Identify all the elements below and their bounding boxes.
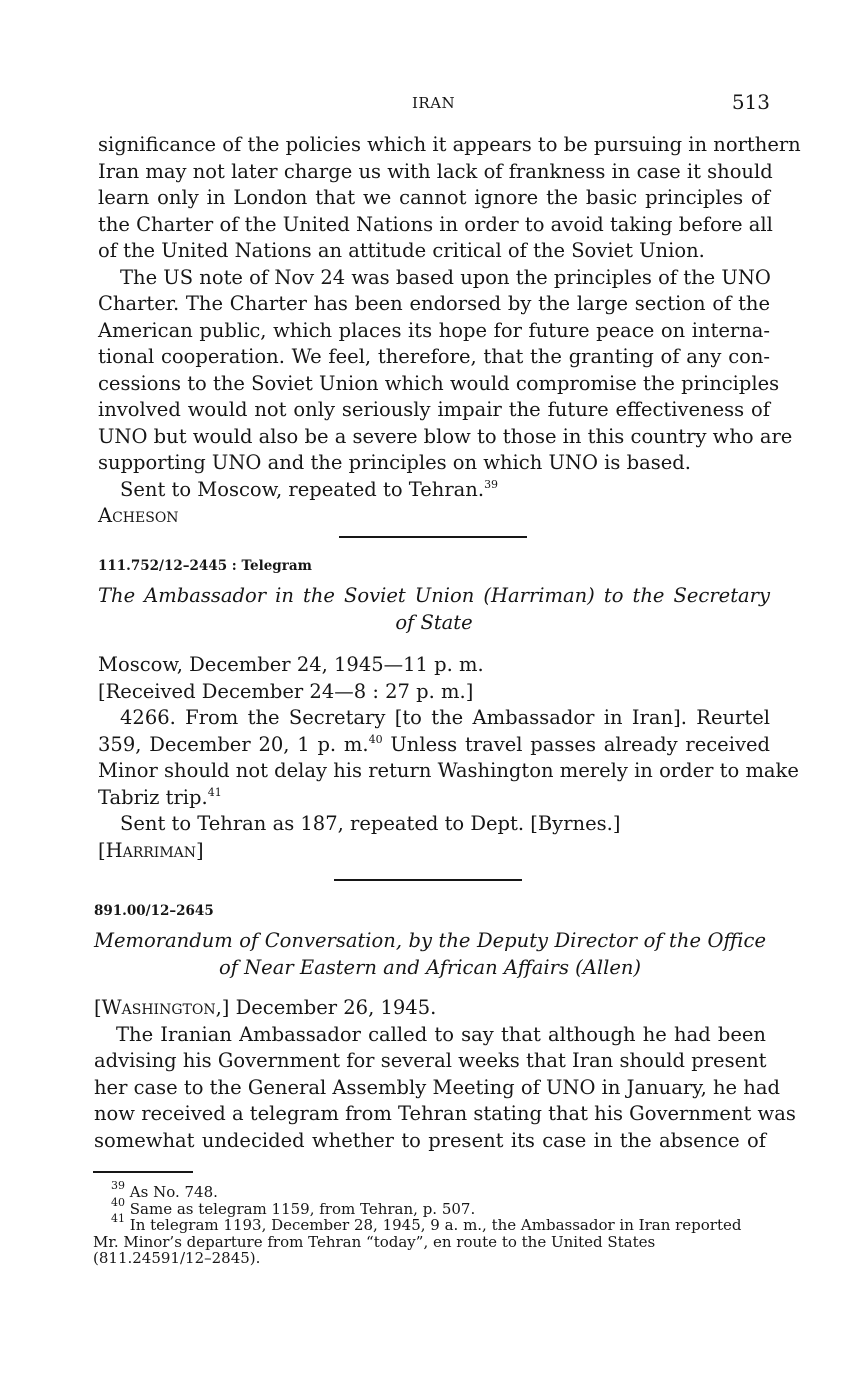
sent-text: Sent to Tehran as 187, repeated to Dept. [Byrnes.] [120, 812, 621, 835]
sent-line [98, 477, 770, 504]
text-line: 4266. From the Secretary [to the Ambassador in Iran]. Reurtel [120, 706, 770, 729]
text-line: The Iranian Ambassador called to say that although he had been [116, 1022, 766, 1046]
memorandum-body [94, 1022, 796, 1155]
text-line: the Charter of the United Nations in order to avoid taking before all [98, 212, 773, 236]
section-divider [339, 536, 527, 538]
footnote-text: In telegram 1193, December 28, 1945, 9 a. m., the Ambassador in Iran reported [125, 1216, 742, 1234]
footnote-41-continued: Mr. Minor’s departure from Tehran “today”, en route to the United States [93, 1232, 656, 1251]
footnote-ref-40[interactable]: 40 [368, 732, 383, 746]
dateline: Moscow, December 24, 1945—11 p. m. [98, 653, 484, 676]
signature-acheson: Acheson [98, 504, 179, 527]
paragraph-1 [98, 132, 801, 265]
footnote-text: As No. 748. [125, 1183, 218, 1201]
footnote-text: Same as telegram 1159, from Tehran, p. 507. [125, 1199, 476, 1218]
footnotes [93, 1179, 763, 1267]
footnote-41-continued: (811.24591/12–2845). [93, 1249, 261, 1267]
section-divider [334, 879, 522, 881]
text-line: her case to the General Assembly Meeting of UNO in January, he had [94, 1075, 780, 1099]
footnote-39 [93, 1179, 763, 1201]
footnote-rule [93, 1171, 193, 1173]
text-line: UNO but would also be a severe blow to those in this country who are [98, 424, 793, 448]
text-line: American public, which places its hope for future peace on interna- [98, 318, 770, 342]
text-line: Minor should not delay his return Washington merely in order to make [98, 759, 799, 782]
footnote-mark: 39 [111, 1179, 125, 1192]
received-line: [Received December 24—8 : 27 p. m.] [98, 679, 474, 703]
document-heading [94, 928, 766, 981]
text-line: advising his Government for several weeks that Iran should present [94, 1049, 767, 1072]
paragraph-2 [98, 265, 793, 477]
file-number: 891.00/12–2645 [94, 903, 214, 919]
running-head [0, 90, 862, 116]
text-line: cessions to the Soviet Union which would compromise the principles [98, 371, 780, 395]
heading-line: Memorandum of Conversation, by the Deputy Director of the Office [94, 929, 766, 952]
text-line: somewhat undecided whether to present its case in the absence of [94, 1128, 766, 1152]
file-number: 111.752/12–2445 : Telegram [98, 558, 312, 574]
text-segment: Tabriz trip. [98, 785, 208, 809]
heading-line: of Near Eastern and African Affairs (Allen) [218, 955, 642, 979]
page-number: 513 [731, 90, 770, 114]
text-segment: Unless travel passes already received [382, 732, 770, 756]
footnote-ref-41[interactable]: 41 [207, 785, 222, 799]
text-line: Iran may not later charge us with lack of frankness in case it should [98, 159, 773, 183]
footnote-ref-39[interactable]: 39 [484, 477, 499, 491]
text-line: Charter. The Charter has been endorsed by the large section of the [98, 292, 770, 315]
text-line: involved would not only seriously impair the future effectiveness of [98, 398, 770, 421]
dateline [94, 995, 766, 1022]
heading-line: of State [395, 610, 473, 634]
footnote-40 [93, 1195, 763, 1218]
running-title: IRAN [412, 94, 456, 112]
sent-line [98, 811, 770, 838]
text-line: now received a telegram from Tehran stating that his Government was [94, 1102, 796, 1125]
footnote-mark: 41 [111, 1212, 125, 1225]
heading-line: The Ambassador in the Soviet Union (Harriman) to the Secretary [98, 584, 770, 607]
sent-text: Sent to Moscow, repeated to Tehran. [120, 477, 485, 501]
memorandum [94, 995, 796, 1154]
document-heading [98, 583, 770, 636]
text-line: tional cooperation. We feel, therefore, that the granting of any con- [98, 345, 770, 368]
dateline-date: December 26, 1945. [229, 996, 437, 1019]
dateline-place: [Washington,] [94, 996, 230, 1019]
text-line: supporting UNO and the principles on which UNO is based. [98, 451, 691, 474]
footnote-41 [93, 1212, 763, 1234]
telegram-body [98, 705, 799, 811]
signature-harriman: [Harriman] [98, 838, 204, 862]
text-line: learn only in London that we cannot ignore the basic principles of [98, 186, 770, 209]
footnote-mark: 40 [111, 1195, 125, 1209]
text-segment: 359, December 20, 1 p. m. [98, 732, 369, 756]
continued-telegram [98, 132, 801, 530]
telegram-harriman [98, 652, 799, 864]
text-line: significance of the policies which it appears to be pursuing in northern [98, 133, 801, 156]
text-line: The US note of Nov 24 was based upon the principles of the UNO [120, 265, 771, 289]
text-line: of the United Nations an attitude critical of the Soviet Union. [98, 239, 705, 262]
